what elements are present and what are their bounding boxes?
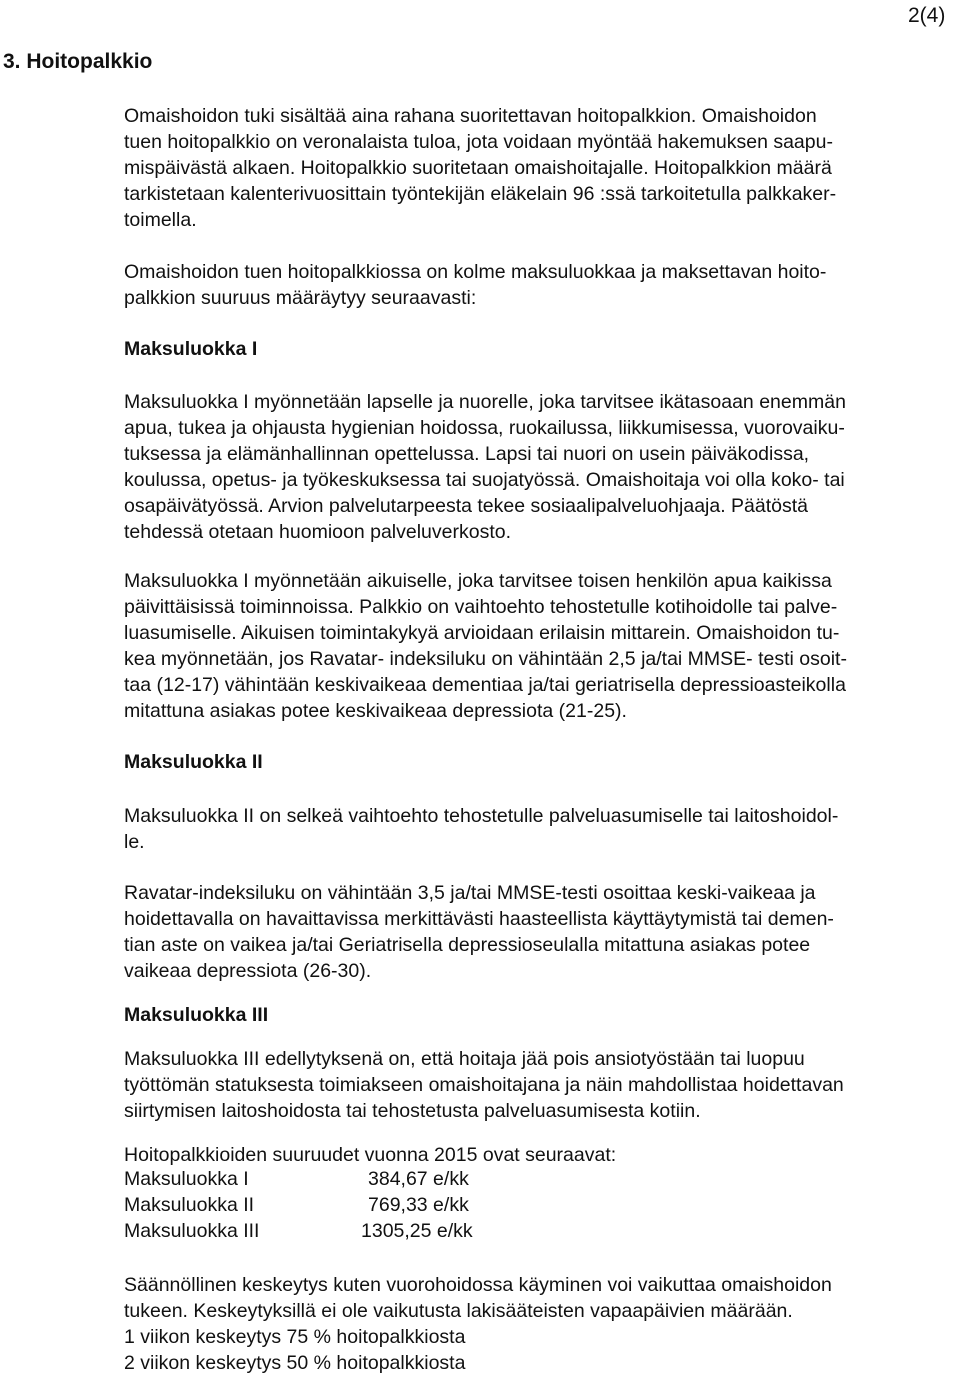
text-line: le.	[124, 831, 145, 853]
text-line: tian aste on vaikea ja/tai Geriatrisella depressioseulalla mitattuna asiakas potee	[124, 934, 811, 956]
paragraph-class-2-b	[124, 880, 956, 984]
paragraph-class-2-a	[124, 803, 956, 855]
text-line: siirtymisen laitoshoidosta tai tehostetusta palveluasumisesta kotiin.	[124, 1100, 701, 1122]
text-line: työttömän statuksesta toimiakseen omaishoitajana ja näin mahdollistaa hoidettavan	[124, 1074, 844, 1096]
text-line: tehdessä otetaan huomioon palveluverkosto.	[124, 521, 512, 543]
page-number: 2(4)	[908, 4, 946, 27]
text-line: Maksuluokka I myönnetään lapselle ja nuorelle, joka tarvitsee ikätasoaan enemmän	[124, 391, 846, 413]
text-line: kea myönnetään, jos Ravatar- indeksiluku on vähintään 2,5 ja/tai MMSE- testi osoit-	[124, 648, 847, 670]
text-line: toimella.	[124, 209, 197, 231]
paragraph-class-1-adults	[124, 568, 956, 724]
fee-class-name: Maksuluokka III	[124, 1220, 260, 1242]
heading-class-1: Maksuluokka I	[124, 338, 258, 360]
text-line: Hoitopalkkioiden suuruudet vuonna 2015 ovat seuraavat:	[124, 1144, 617, 1166]
fee-class-name: Maksuluokka II	[124, 1194, 255, 1216]
text-line: 2 viikon keskeytys 50 % hoitopalkkiosta	[124, 1352, 466, 1374]
text-line: apua, tukea ja ohjausta hygienian hoidossa, ruokailussa, liikkumisessa, vuorovaiku-	[124, 417, 845, 439]
text-line: palkkion suuruus määräytyy seuraavasti:	[124, 287, 477, 309]
text-line: Maksuluokka III edellytyksenä on, että hoitaja jää pois ansiotyöstään tai luopuu	[124, 1048, 805, 1070]
text-line: taa (12-17) vähintään keskivaikeaa dementiaa ja/tai geriatrisella depressioasteikolla	[124, 674, 846, 696]
fee-row	[124, 1220, 544, 1246]
text-line: tuen hoitopalkkio on veronalaista tuloa, jota voidaan myöntää hakemuksen saapu-	[124, 131, 833, 153]
fee-row	[124, 1194, 544, 1220]
fee-class-name: Maksuluokka I	[124, 1168, 249, 1190]
text-line: vaikeaa depressiota (26-30).	[124, 960, 372, 982]
text-line: koulussa, opetus- ja työkeskuksessa tai suojatyössä. Omaishoitaja voi olla koko- tai	[124, 469, 845, 491]
text-line: Omaishoidon tuen hoitopalkkiossa on kolme maksuluokkaa ja maksettavan hoito-	[124, 261, 827, 283]
paragraph-class-1-children	[124, 389, 956, 545]
text-line: osapäivätyössä. Arvion palvelutarpeesta tekee sosiaalipalveluohjaaja. Päätöstä	[124, 495, 809, 517]
text-line: luasumiselle. Aikuisen toimintakykyä arvioidaan erilaisin mittarein. Omaishoidon tu-	[124, 622, 840, 644]
paragraph-breaks	[124, 1272, 956, 1376]
text-line: Ravatar-indeksiluku on vähintään 3,5 ja/tai MMSE-testi osoittaa keski-vaikeaa ja	[124, 882, 816, 904]
text-line: mitattuna asiakas potee keskivaikeaa depressiota (21-25).	[124, 700, 627, 722]
text-line: tukeen. Keskeytyksillä ei ole vaikutusta lakisääteisten vapaapäivien määrään.	[124, 1300, 793, 1322]
text-line: mispäivästä alkaen. Hoitopalkkio suoritetaan omaishoitajalle. Hoitopalkkion määrä	[124, 157, 832, 179]
text-line: tuksessa ja elämänhallinnan opettelussa. Lapsi tai nuori on usein päiväkodissa,	[124, 443, 810, 465]
text-line: Maksuluokka II on selkeä vaihtoehto tehostetulle palveluasumiselle tai laitoshoidol-	[124, 805, 839, 827]
paragraph-intro	[124, 103, 956, 233]
paragraph-class-3	[124, 1046, 956, 1124]
text-line: Omaishoidon tuki sisältää aina rahana suoritettavan hoitopalkkion. Omaishoidon	[124, 105, 817, 127]
text-line: Säännöllinen keskeytys kuten vuorohoidossa käyminen voi vaikuttaa omaishoidon	[124, 1274, 832, 1296]
heading-class-2: Maksuluokka II	[124, 751, 263, 773]
text-line: päivittäisissä toiminnoissa. Palkkio on vaihtoehto tehostetulle kotihoidolle tai palve-	[124, 596, 838, 618]
fee-amount: 769,33 e/kk	[368, 1194, 469, 1216]
paragraph-payment-classes	[124, 259, 956, 311]
fees-intro	[124, 1142, 956, 1168]
section-title: 3. Hoitopalkkio	[3, 50, 153, 73]
text-line: hoidettavalla on havaittavissa merkittävästi haasteellista käyttäytymistä tai demen-	[124, 908, 834, 930]
fee-amount: 384,67 e/kk	[368, 1168, 469, 1190]
text-line: 1 viikon keskeytys 75 % hoitopalkkiosta	[124, 1326, 466, 1348]
text-line: Maksuluokka I myönnetään aikuiselle, joka tarvitsee toisen henkilön apua kaikissa	[124, 570, 832, 592]
fee-amount: 1305,25 e/kk	[361, 1220, 473, 1242]
fee-row	[124, 1168, 544, 1194]
heading-class-3: Maksuluokka III	[124, 1004, 269, 1026]
text-line: tarkistetaan kalenterivuosittain työntekijän eläkelain 96 :ssä tarkoitetulla palkkaker-	[124, 183, 837, 205]
